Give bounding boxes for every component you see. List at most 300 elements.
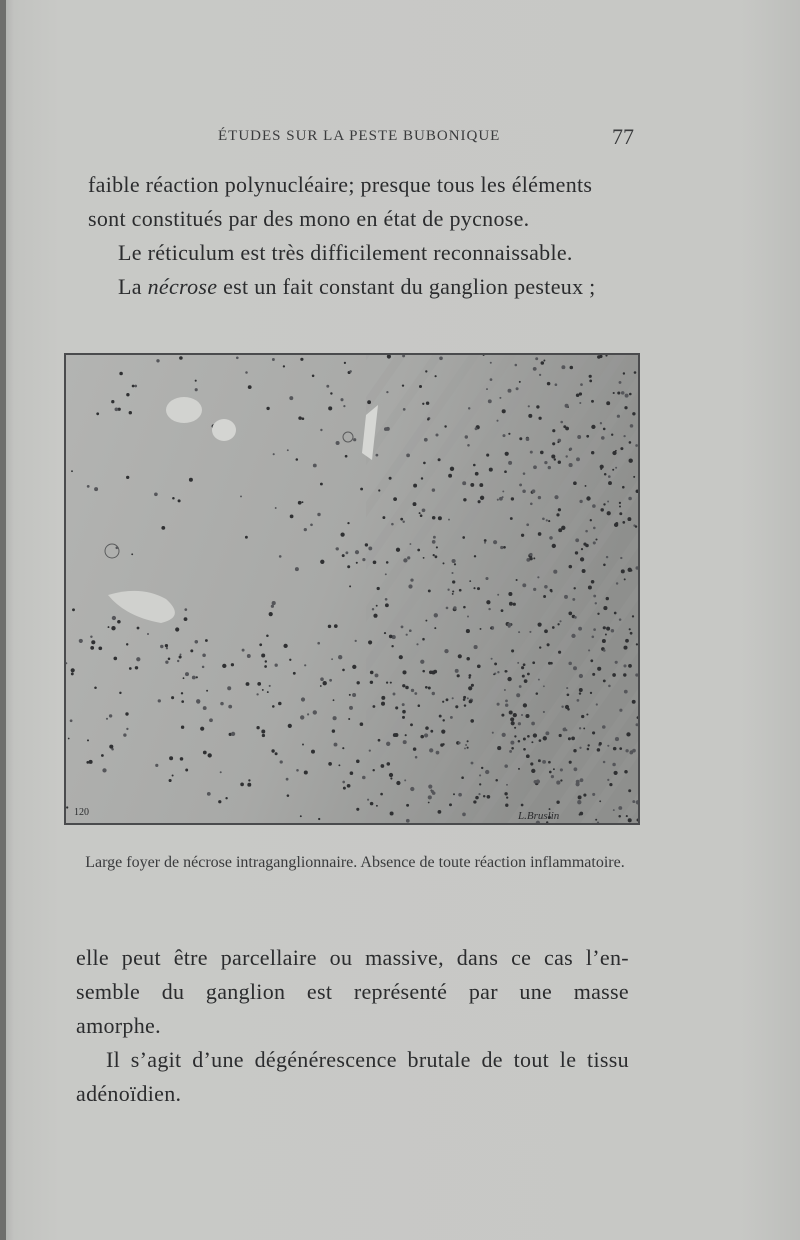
cell-nucleus (581, 548, 583, 550)
cell-nucleus (414, 692, 417, 695)
cell-nucleus (165, 644, 168, 647)
cell-nucleus (526, 523, 529, 526)
cell-nucleus (579, 688, 583, 692)
cell-nucleus (579, 747, 581, 749)
cell-nucleus (552, 429, 555, 432)
cell-nucleus (389, 477, 392, 480)
cell-nucleus (396, 781, 400, 785)
text-line (76, 1043, 629, 1077)
cell-nucleus (378, 739, 381, 742)
cell-nucleus (317, 642, 320, 645)
cell-nucleus (220, 771, 222, 773)
cell-nucleus (458, 654, 462, 658)
cell-nucleus (568, 612, 572, 616)
cell-nucleus (169, 779, 172, 782)
cell-nucleus (524, 679, 528, 683)
cell-nucleus (539, 646, 541, 648)
cell-nucleus (425, 620, 427, 622)
cell-nucleus (488, 608, 490, 610)
cell-nucleus (386, 681, 388, 683)
cell-nucleus (166, 647, 168, 649)
cell-nucleus (333, 716, 337, 720)
cell-nucleus (402, 670, 406, 674)
cell-nucleus (493, 673, 495, 675)
cell-nucleus (615, 450, 617, 452)
cell-nucleus (506, 784, 508, 786)
cell-nucleus (434, 613, 438, 617)
cell-nucleus (279, 555, 282, 558)
cell-nucleus (425, 686, 428, 689)
cell-nucleus (575, 551, 578, 554)
cell-nucleus (408, 584, 412, 588)
cell-nucleus (574, 616, 577, 619)
cell-nucleus (591, 400, 594, 403)
cell-nucleus (532, 489, 536, 493)
cell-nucleus (531, 722, 535, 726)
cell-nucleus (119, 692, 121, 694)
cell-nucleus (491, 658, 493, 660)
cell-nucleus (589, 375, 592, 378)
cell-nucleus (608, 685, 611, 688)
cell-nucleus (372, 608, 374, 610)
cell-nucleus (558, 651, 561, 654)
running-title: ÉTUDES SUR LA PESTE BUBONIQUE (218, 128, 501, 144)
cell-nucleus (600, 422, 602, 424)
cell-nucleus (623, 673, 626, 676)
cell-nucleus (405, 734, 407, 736)
cell-nucleus (209, 718, 213, 722)
cell-nucleus (629, 393, 632, 396)
cell-nucleus (425, 370, 427, 372)
cell-nucleus (289, 659, 291, 661)
cell-nucleus (373, 560, 377, 564)
cell-nucleus (434, 627, 436, 629)
cell-nucleus (155, 764, 158, 767)
cell-nucleus (585, 485, 587, 487)
cell-nucleus (370, 671, 374, 675)
cell-nucleus (474, 645, 478, 649)
cell-nucleus (505, 452, 509, 456)
cell-nucleus (275, 664, 278, 667)
cell-nucleus (90, 636, 92, 638)
cell-nucleus (438, 458, 441, 461)
cell-nucleus (420, 660, 424, 664)
cell-nucleus (94, 686, 97, 689)
word: tissu (587, 1047, 629, 1072)
cell-nucleus (529, 631, 531, 633)
cell-nucleus (530, 762, 533, 765)
cell-nucleus (514, 727, 516, 729)
cell-nucleus (338, 655, 342, 659)
cell-nucleus (508, 433, 510, 435)
cell-nucleus (266, 635, 269, 638)
cell-nucleus (126, 728, 128, 730)
cell-nucleus (429, 670, 433, 674)
cell-nucleus (410, 723, 413, 726)
cell-nucleus (428, 589, 431, 592)
cell-nucleus (203, 751, 207, 755)
cell-nucleus (300, 358, 303, 361)
cell-nucleus (518, 740, 521, 743)
cell-nucleus (599, 742, 602, 745)
cell-nucleus (286, 778, 289, 781)
word: d’une (192, 1047, 244, 1072)
cell-nucleus (416, 643, 418, 645)
cell-nucleus (409, 543, 411, 545)
cell-nucleus (386, 561, 389, 564)
cell-nucleus (180, 654, 182, 656)
cell-nucleus (509, 750, 512, 753)
cell-nucleus (320, 685, 322, 687)
cell-nucleus (628, 497, 632, 501)
cell-nucleus (603, 626, 606, 629)
cell-nucleus (568, 662, 572, 666)
cell-nucleus (607, 779, 609, 781)
cell-nucleus (538, 532, 542, 536)
cell-nucleus (573, 587, 575, 589)
cell-nucleus (602, 725, 606, 729)
cell-nucleus (300, 715, 304, 719)
cell-nucleus (561, 706, 563, 708)
cell-nucleus (569, 761, 572, 764)
cell-nucleus (390, 812, 394, 816)
vacuole (166, 397, 202, 423)
cell-nucleus (497, 594, 499, 596)
cell-nucleus (441, 730, 445, 734)
cell-nucleus (502, 733, 506, 737)
cell-nucleus (372, 769, 374, 771)
cell-nucleus (203, 706, 207, 710)
cell-nucleus (413, 502, 417, 506)
text-line: adénoïdien. (76, 1081, 182, 1106)
cell-nucleus (635, 444, 638, 447)
cell-nucleus (494, 662, 497, 665)
cell-nucleus (467, 444, 470, 447)
cell-nucleus (336, 547, 339, 550)
cell-nucleus (172, 497, 175, 500)
cell-nucleus (296, 458, 299, 461)
cell-nucleus (612, 673, 616, 677)
cell-nucleus (347, 784, 351, 788)
cell-nucleus (342, 781, 345, 784)
cell-nucleus (79, 639, 83, 643)
cell-nucleus (597, 613, 599, 615)
cell-nucleus (457, 674, 460, 677)
cell-nucleus (283, 365, 285, 367)
cell-nucleus (261, 653, 265, 657)
cell-nucleus (554, 495, 558, 499)
cell-nucleus (614, 771, 618, 775)
cell-nucleus (402, 384, 404, 386)
cell-nucleus (403, 408, 406, 411)
cell-nucleus (455, 705, 458, 708)
cell-nucleus (593, 541, 596, 544)
cell-nucleus (429, 748, 433, 752)
cell-nucleus (202, 654, 206, 658)
cell-nucleus (430, 730, 433, 733)
cell-nucleus (349, 370, 352, 373)
cell-nucleus (66, 806, 68, 808)
cell-nucleus (168, 658, 171, 661)
cell-nucleus (596, 703, 598, 705)
word: dans (456, 945, 499, 970)
cell-nucleus (523, 748, 526, 751)
cell-nucleus (71, 470, 73, 472)
cell-nucleus (521, 534, 524, 537)
cell-nucleus (452, 559, 456, 563)
word: masse (573, 979, 629, 1004)
cell-nucleus (588, 586, 592, 590)
cell-nucleus (433, 554, 435, 556)
cell-nucleus (592, 673, 595, 676)
cell-nucleus (467, 740, 469, 742)
cell-nucleus (538, 679, 540, 681)
cell-nucleus (463, 606, 466, 609)
cell-nucleus (479, 774, 481, 776)
cell-nucleus (94, 487, 98, 491)
cell-nucleus (136, 657, 140, 661)
cell-nucleus (507, 677, 511, 681)
word: de (481, 1047, 503, 1072)
cell-nucleus (386, 391, 388, 393)
cell-nucleus (569, 448, 572, 451)
cell-nucleus (502, 496, 504, 498)
cell-nucleus (342, 554, 345, 557)
cell-nucleus (328, 406, 332, 410)
cell-nucleus (612, 469, 614, 471)
cell-nucleus (603, 428, 606, 431)
cell-nucleus (515, 364, 518, 367)
word: parcellaire (220, 945, 317, 970)
cell-nucleus (543, 736, 547, 740)
cell-nucleus (428, 795, 432, 799)
cell-nucleus (400, 518, 403, 521)
cell-nucleus (618, 806, 622, 810)
cell-nucleus (419, 385, 422, 388)
cell-nucleus (231, 732, 235, 736)
cell-nucleus (446, 698, 449, 701)
cell-nucleus (385, 598, 388, 601)
cell-nucleus (504, 689, 506, 691)
cell-nucleus (459, 589, 462, 592)
cell-nucleus (433, 536, 436, 539)
cell-nucleus (134, 385, 137, 388)
cell-nucleus (608, 481, 612, 485)
cell-nucleus (592, 636, 595, 639)
cell-nucleus (591, 451, 594, 454)
cell-nucleus (452, 593, 454, 595)
cell-nucleus (349, 694, 351, 696)
cell-nucleus (183, 677, 185, 679)
cell-nucleus (428, 802, 430, 804)
cell-nucleus (405, 686, 409, 690)
cell-nucleus (432, 692, 435, 695)
cell-nucleus (342, 747, 344, 749)
cell-nucleus (547, 382, 551, 386)
cell-nucleus (376, 454, 379, 457)
cell-nucleus (464, 704, 466, 706)
cell-nucleus (555, 383, 558, 386)
cell-nucleus (552, 626, 555, 629)
cell-nucleus (552, 544, 556, 548)
cell-nucleus (240, 495, 242, 497)
cell-nucleus (493, 540, 497, 544)
cell-nucleus (402, 684, 405, 687)
cell-nucleus (591, 580, 595, 584)
cell-nucleus (443, 562, 445, 564)
cell-nucleus (381, 696, 385, 700)
cell-nucleus (625, 749, 628, 752)
cell-nucleus (540, 451, 544, 455)
cell-nucleus (391, 645, 393, 647)
cell-nucleus (613, 747, 617, 751)
cell-nucleus (571, 737, 575, 741)
cell-nucleus (629, 628, 631, 630)
cell-nucleus (603, 679, 606, 682)
cell-nucleus (519, 685, 522, 688)
cell-nucleus (477, 587, 480, 590)
word: elle (76, 945, 109, 970)
cell-nucleus (129, 667, 132, 670)
cell-nucleus (602, 639, 606, 643)
cell-nucleus (169, 756, 173, 760)
cell-nucleus (452, 580, 455, 583)
cell-nucleus (190, 649, 193, 652)
cell-nucleus (208, 753, 212, 757)
word: s’agit (130, 1047, 182, 1072)
cell-nucleus (347, 565, 350, 568)
cell-nucleus (502, 490, 504, 492)
cell-nucleus (96, 412, 99, 415)
cell-nucleus (357, 681, 360, 684)
cell-nucleus (464, 747, 466, 749)
cell-nucleus (362, 776, 366, 780)
cell-nucleus (293, 672, 296, 675)
cell-nucleus (558, 461, 561, 464)
cell-nucleus (444, 649, 448, 653)
cell-nucleus (622, 521, 625, 524)
cell-nucleus (109, 714, 112, 717)
cell-nucleus (242, 649, 245, 652)
cell-nucleus (415, 756, 418, 759)
cell-nucleus (376, 605, 378, 607)
cell-nucleus (615, 661, 618, 664)
cell-nucleus (586, 713, 588, 715)
cell-nucleus (623, 646, 627, 650)
cell-nucleus (585, 530, 588, 533)
cell-nucleus (91, 640, 95, 644)
cell-nucleus (592, 731, 595, 734)
cell-nucleus (413, 484, 417, 488)
cell-nucleus (552, 442, 555, 445)
text-line-necrose (88, 270, 596, 304)
cell-nucleus (522, 490, 526, 494)
cell-nucleus (420, 735, 424, 739)
cell-nucleus (311, 750, 315, 754)
cell-nucleus (623, 664, 626, 667)
cell-nucleus (487, 795, 491, 799)
cell-nucleus (442, 719, 444, 721)
cell-nucleus (300, 815, 302, 817)
cell-nucleus (567, 708, 570, 711)
word: semble (76, 979, 141, 1004)
word: dégénérescence (254, 1047, 397, 1072)
cell-nucleus (265, 660, 267, 662)
text-line: amorphe. (76, 1013, 161, 1038)
word: peut (121, 945, 161, 970)
cell-nucleus (523, 703, 527, 707)
cell-nucleus (486, 600, 490, 604)
cell-nucleus (275, 752, 278, 755)
cell-nucleus (419, 512, 421, 514)
cell-nucleus (593, 527, 596, 530)
cell-nucleus (313, 464, 317, 468)
cell-nucleus (111, 626, 115, 630)
cell-nucleus (525, 714, 529, 718)
cell-nucleus (330, 392, 332, 394)
cell-nucleus (469, 700, 473, 704)
cell-nucleus (605, 634, 607, 636)
cell-nucleus (509, 602, 513, 606)
cell-nucleus (247, 654, 251, 658)
cell-nucleus (179, 655, 182, 658)
cell-nucleus (275, 507, 277, 509)
cell-nucleus (624, 770, 628, 774)
cell-nucleus (240, 783, 244, 787)
cell-nucleus (508, 389, 512, 393)
word: Il (106, 1047, 121, 1072)
cell-nucleus (478, 500, 481, 503)
cell-nucleus (590, 659, 593, 662)
cell-nucleus (618, 815, 621, 818)
cell-nucleus (597, 667, 601, 671)
cell-nucleus (393, 497, 397, 501)
cell-nucleus (518, 768, 520, 770)
cell-nucleus (531, 741, 533, 743)
cell-nucleus (518, 722, 521, 725)
cell-nucleus (448, 519, 450, 521)
cell-nucleus (390, 682, 392, 684)
cell-nucleus (550, 590, 552, 592)
cell-nucleus (418, 704, 421, 707)
cell-nucleus (131, 553, 133, 555)
cell-nucleus (620, 557, 622, 559)
cell-nucleus (444, 425, 446, 427)
cell-nucleus (225, 797, 227, 799)
cell-nucleus (352, 665, 356, 669)
cell-nucleus (597, 355, 600, 358)
cell-nucleus (326, 385, 329, 388)
cell-nucleus (298, 416, 302, 420)
cell-nucleus (458, 793, 462, 797)
cell-nucleus (580, 383, 583, 386)
cell-nucleus (611, 434, 613, 436)
cell-nucleus (628, 818, 632, 822)
cell-nucleus (195, 640, 199, 644)
cell-nucleus (544, 585, 548, 589)
cell-nucleus (161, 526, 165, 530)
cell-nucleus (126, 643, 128, 645)
cell-nucleus (526, 437, 530, 441)
cell-nucleus (180, 757, 184, 761)
cell-nucleus (422, 638, 425, 641)
cell-nucleus (478, 793, 480, 795)
cell-nucleus (579, 392, 582, 395)
cell-nucleus (98, 646, 102, 650)
cell-nucleus (248, 779, 250, 781)
cell-nucleus (402, 716, 405, 719)
cell-nucleus (462, 536, 465, 539)
